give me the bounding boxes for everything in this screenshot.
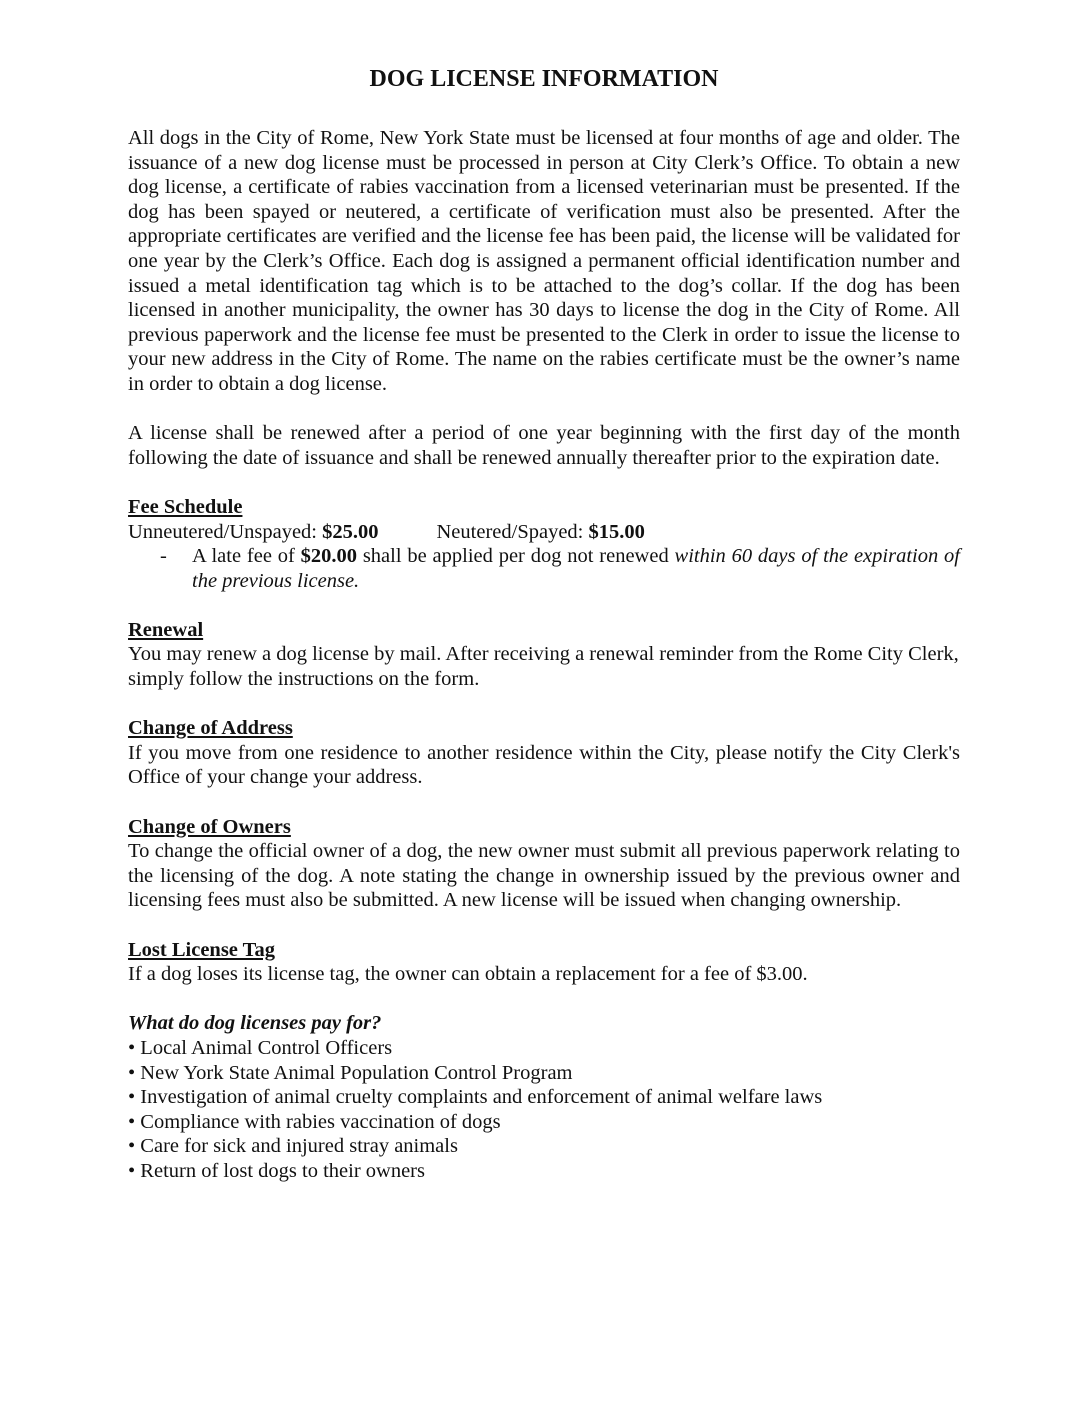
list-item: • New York State Animal Population Control Program [128,1061,573,1084]
unneutered-label: Unneutered/Unspayed: [128,520,323,543]
change-of-address-text: If you move from one residence to another residence within the City, please notify the City Clerk's Office of your change your address. [128,741,960,789]
pay-for-heading: What do dog licenses pay for? [128,1012,382,1035]
neutered-fee: $15.00 [588,520,645,543]
unneutered-fee-item [128,520,379,545]
neutered-label: Neutered/Spayed: [436,520,589,543]
list-item: • Return of lost dogs to their owners [128,1159,425,1182]
renewal-period-paragraph: A license shall be renewed after a period of one year beginning with the first day of the month following the date of issuance and shall be renewed annually thereafter prior to the expiration date. [128,422,960,469]
renewal-section [128,618,960,692]
late-fee-dash: - [160,545,167,568]
late-fee-prefix: A late fee of [192,545,301,568]
lost-tag-text: If a dog loses its license tag, the owner can obtain a replacement for a fee of $3.00. [128,963,808,986]
renewal-text: You may renew a dog license by mail. After receiving a renewal reminder from the Rome City Clerk, simply follow the instructions on the form. [128,643,959,691]
page-title: DOG LICENSE INFORMATION [369,66,719,92]
late-fee-italic: within 60 days of the expiration of the previous license. [192,545,960,592]
intro-paragraph: All dogs in the City of Rome, New York State must be licensed at four months of age and older. The issuance of a new dog license must be processed in person at City Clerk’s Office. To obtain a new dog license, a certificate of rabies vaccination from a licensed veterinarian must be presented. If the dog has been spayed or neutered, a certificate of verification must also be presented. After the appropriate certificates are verified and the license fee has been paid, the license will be validated for one year by the Clerk’s Office. Each dog is assigned a permanent official identification number and issued a metal identification tag which is to be attached to the dog’s collar. If the dog has been licensed in another municipality, the owner has 30 days to license the dog in the City of Rome. All previous paperwork and the license fee must be presented to the Clerk in order to issue the license to your new address in the City of Rome. The name on the rabies certificate must be the owner’s name in order to obtain a dog license. [128,127,960,395]
list-item: • Local Animal Control Officers [128,1036,393,1059]
fee-schedule-heading: Fee Schedule [128,495,243,518]
lost-tag-section [128,938,960,987]
change-of-address-section [128,716,960,790]
lost-tag-heading: Lost License Tag [128,938,275,961]
document-page [128,60,960,1184]
pay-for-list [128,1036,960,1184]
list-item: • Investigation of animal cruelty complaints and enforcement of animal welfare laws [128,1086,823,1109]
list-item: • Care for sick and injured stray animals [128,1135,458,1158]
late-fee-amount: $20.00 [300,545,358,568]
change-of-owners-heading: Change of Owners [128,815,291,838]
list-item: • Compliance with rabies vaccination of dogs [128,1110,501,1133]
late-fee-middle: shall be applied per dog not renewed [357,545,675,568]
neutered-fee-item [437,520,645,545]
change-of-address-heading: Change of Address [128,717,293,740]
change-of-owners-text: To change the official owner of a dog, the new owner must submit all previous paperwork relating to the licensing of the dog. A note stating the change in ownership issued by the previous owner and licensing fees must also be submitted. A new license will be issued when changing ownership. [128,840,960,912]
fee-schedule-section [128,495,960,593]
late-fee-item [128,544,960,593]
unneutered-fee: $25.00 [322,520,379,543]
pay-for-section [128,1011,960,1183]
change-of-owners-section [128,815,960,913]
renewal-heading: Renewal [128,618,204,641]
fee-line [128,520,960,545]
